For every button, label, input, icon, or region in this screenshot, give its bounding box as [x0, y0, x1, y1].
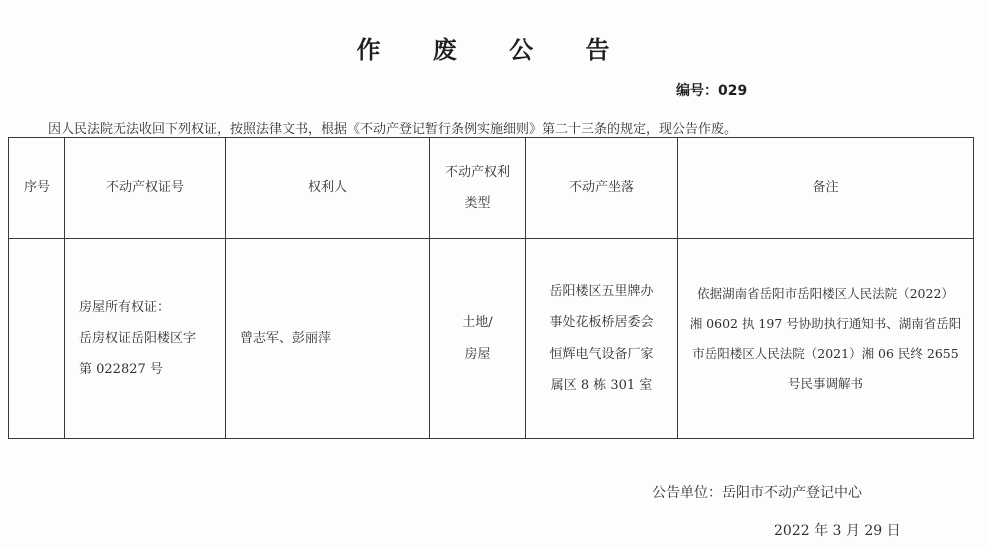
issuing-unit: 公告单位：岳阳市不动产登记中心 [652, 485, 862, 501]
header-remark: 备注 [812, 180, 839, 196]
row-holder: 曾志军、彭丽萍 [240, 330, 332, 346]
row-remark [678, 239, 973, 438]
right-type-line: 土地/ [462, 315, 493, 331]
header-holder: 权利人 [307, 180, 347, 196]
page-title: 作 废 公 告 [356, 36, 632, 64]
remark-line: 湘 0602 执 197 号协助执行通知书、湖南省岳阳 [689, 315, 962, 331]
location-line: 事处花板桥居委会 [549, 315, 654, 331]
location-line: 恒辉电气设备厂家 [549, 346, 654, 362]
void-certificate-table [8, 137, 974, 439]
header-right-type-line: 不动产权利 [444, 164, 510, 180]
header-cert-no: 不动产权证号 [105, 180, 184, 196]
header-right-type [430, 138, 525, 238]
location-line: 属区 8 栋 301 室 [550, 377, 653, 393]
document-number: 编号：029 [676, 83, 748, 99]
row-location [526, 239, 677, 438]
issue-date: 2022 年 3 月 29 日 [774, 523, 901, 539]
cert-no-line: 第 022827 号 [79, 362, 163, 378]
header-seq: 序号 [23, 180, 50, 196]
remark-line: 号民事调解书 [787, 375, 863, 391]
remark-line: 依据湖南省岳阳市岳阳楼区人民法院（2022） [697, 285, 954, 301]
intro-paragraph: 因人民法院无法收回下列权证，按照法律文书，根据《不动产登记暂行条例实施细则》第二十三条的规定，现公告作废。 [48, 122, 738, 137]
row-right-type [430, 239, 525, 438]
row-seq [9, 239, 65, 438]
remark-line: 市岳阳楼区人民法院（2021）湘 06 民终 2655 [692, 345, 959, 361]
row-cert-no [65, 239, 225, 438]
header-location: 不动产坐落 [568, 180, 634, 196]
cert-no-line: 房屋所有权证： [79, 299, 171, 315]
location-line: 岳阳楼区五里牌办 [549, 284, 654, 300]
header-right-type-line: 类型 [464, 196, 491, 211]
right-type-line: 房屋 [464, 346, 491, 362]
cert-no-line: 岳房权证岳阳楼区字 [79, 330, 197, 346]
